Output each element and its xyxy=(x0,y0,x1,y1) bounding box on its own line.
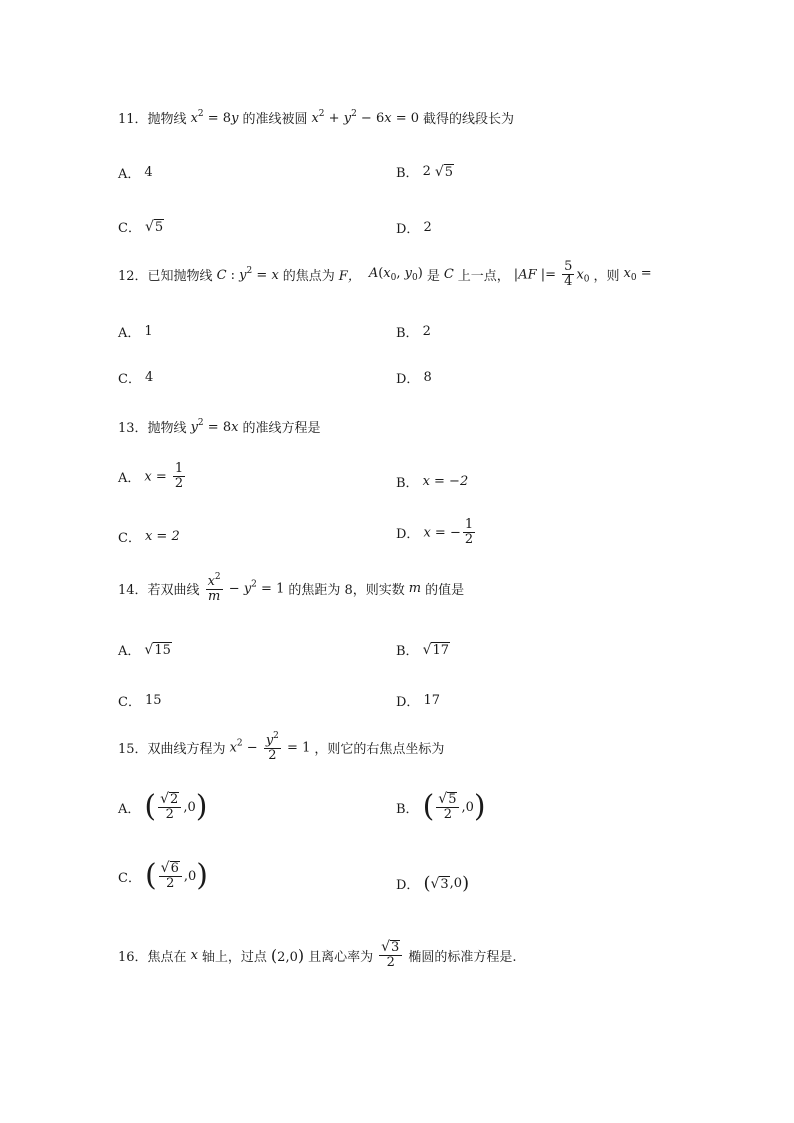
question-text: 焦点在 xyxy=(147,949,187,965)
option-value: 1 xyxy=(144,324,153,339)
math-expression: $x_0$ = xyxy=(623,266,652,284)
option-label: B． xyxy=(396,801,419,817)
question-text: 抛物线 xyxy=(147,421,187,436)
option-label: D． xyxy=(396,222,420,237)
option-a[interactable] xyxy=(118,322,157,341)
option-label: C． xyxy=(118,221,141,236)
question-text: 的值是 xyxy=(425,583,465,599)
math-expression: $x^2 = 8y$ xyxy=(190,109,239,126)
option-d[interactable] xyxy=(396,218,436,237)
question-number: 16． xyxy=(118,949,148,965)
math-expression: $x^2 + y^2 - 6x = 0$ xyxy=(311,109,420,126)
question-text: 的焦距为 8，则实数 xyxy=(288,583,405,599)
question-14 xyxy=(118,573,464,605)
option-label: C． xyxy=(118,531,141,546)
question-16 xyxy=(118,940,516,971)
question-text: 抛物线 xyxy=(147,112,187,127)
option-value: 2 xyxy=(422,324,431,339)
question-12 xyxy=(118,260,656,290)
option-b[interactable] xyxy=(396,322,435,341)
question-11 xyxy=(118,108,514,127)
question-number: 11． xyxy=(118,112,148,127)
question-number: 15． xyxy=(118,742,148,758)
option-value: 8 xyxy=(423,370,432,385)
sqrt-expression: √ 15 xyxy=(144,641,171,658)
question-text: 轴上，过点 xyxy=(201,949,267,965)
option-label: C． xyxy=(118,695,141,710)
option-label: D． xyxy=(396,372,420,387)
option-value: 2 xyxy=(422,164,431,179)
math-expression: ( √ 6 2 ,0 ) xyxy=(144,858,208,894)
question-text: 的准线被圆 xyxy=(242,112,308,127)
option-d[interactable] xyxy=(396,691,444,710)
question-text: 的准线方程是 xyxy=(242,421,321,436)
option-value: x = 2 xyxy=(144,529,180,544)
option-label: B． xyxy=(396,326,419,341)
math-expression: C : $y^2 = x$ xyxy=(216,266,279,284)
question-text: 若双曲线 xyxy=(147,583,200,599)
math-expression: $\frac{x^2}{m}$ − $y^2 = 1$ xyxy=(207,572,285,605)
math-expression: x = − $\frac{1}{2}$ xyxy=(423,517,474,548)
option-label: A． xyxy=(118,471,141,487)
question-text: 是 xyxy=(426,269,440,285)
question-text: 截得的线段长为 xyxy=(423,112,515,127)
option-c[interactable] xyxy=(118,691,166,710)
math-variable: m xyxy=(408,581,422,597)
math-expression: √ 3 2 xyxy=(377,940,404,971)
option-label: D． xyxy=(396,527,420,543)
math-expression: |AF |= $\frac{5}{4}$ $x_0$ xyxy=(513,259,590,290)
option-label: A． xyxy=(118,801,141,817)
question-text: 椭圆的标准方程是. xyxy=(408,949,517,965)
math-expression: $y^2 = 8x$ xyxy=(190,418,239,435)
option-c[interactable] xyxy=(118,527,184,546)
option-a[interactable] xyxy=(118,640,176,659)
option-label: D． xyxy=(396,695,420,710)
option-d[interactable] xyxy=(396,518,481,548)
option-label: A． xyxy=(118,644,141,659)
math-expression: ( √ 2 2 ,0 ) xyxy=(144,789,208,825)
math-expression: $x^2$ − $\frac{y^2}{2}$ = 1 xyxy=(229,731,311,764)
option-d[interactable] xyxy=(396,873,473,894)
option-label: B． xyxy=(396,476,419,491)
option-c[interactable] xyxy=(118,217,168,236)
sqrt-expression: √ 5 xyxy=(144,218,164,235)
option-value: 4 xyxy=(144,165,153,180)
option-label: A． xyxy=(118,326,141,341)
question-text: 上一点， xyxy=(457,269,510,285)
math-expression: x = $\frac{1}{2}$ xyxy=(144,461,184,492)
option-value: x = −2 xyxy=(422,474,469,489)
math-variable: x xyxy=(190,947,198,963)
option-value: 2 xyxy=(423,220,432,235)
option-value: 4 xyxy=(144,370,154,385)
option-value: 15 xyxy=(144,693,162,708)
question-15 xyxy=(118,732,444,764)
math-expression: (2,0) xyxy=(270,945,305,965)
question-text: 双曲线方程为 xyxy=(147,742,226,758)
math-expression: ( √ 5 2 ,0 ) xyxy=(422,789,486,825)
option-a[interactable] xyxy=(118,789,211,825)
option-label: C． xyxy=(118,870,141,886)
question-text: 且离心率为 xyxy=(308,949,374,965)
math-expression: C xyxy=(443,267,454,283)
option-a[interactable] xyxy=(118,163,157,182)
option-label: A． xyxy=(118,167,141,182)
option-c[interactable] xyxy=(118,368,157,387)
math-expression: ( √ 3 ,0 ) xyxy=(423,873,470,894)
question-text: 的焦点为 xyxy=(282,269,335,285)
question-text: ，则它的右焦点坐标为 xyxy=(314,742,445,758)
question-number: 14． xyxy=(118,583,148,599)
question-number: 13． xyxy=(118,421,148,436)
option-label: B． xyxy=(396,644,419,659)
option-label: D． xyxy=(396,878,420,893)
option-label: C． xyxy=(118,372,141,387)
question-text: 已知抛物线 xyxy=(147,269,213,285)
option-c[interactable] xyxy=(118,858,212,894)
option-b[interactable] xyxy=(396,789,490,825)
question-text: ，则 xyxy=(593,269,620,285)
option-value: 17 xyxy=(423,693,440,708)
math-expression: $A(x_0$, $y_0$) xyxy=(368,266,423,284)
question-13 xyxy=(118,417,320,436)
option-b[interactable] xyxy=(396,640,454,659)
question-number: 12． xyxy=(118,269,148,285)
option-a[interactable] xyxy=(118,462,191,492)
sqrt-expression: √ 5 xyxy=(434,163,454,180)
option-b[interactable] xyxy=(396,162,454,181)
option-d[interactable] xyxy=(396,368,436,387)
math-expression: F， xyxy=(338,269,361,285)
option-b[interactable] xyxy=(396,472,472,491)
option-label: B． xyxy=(396,166,419,181)
sqrt-expression: √ 17 xyxy=(422,641,450,658)
